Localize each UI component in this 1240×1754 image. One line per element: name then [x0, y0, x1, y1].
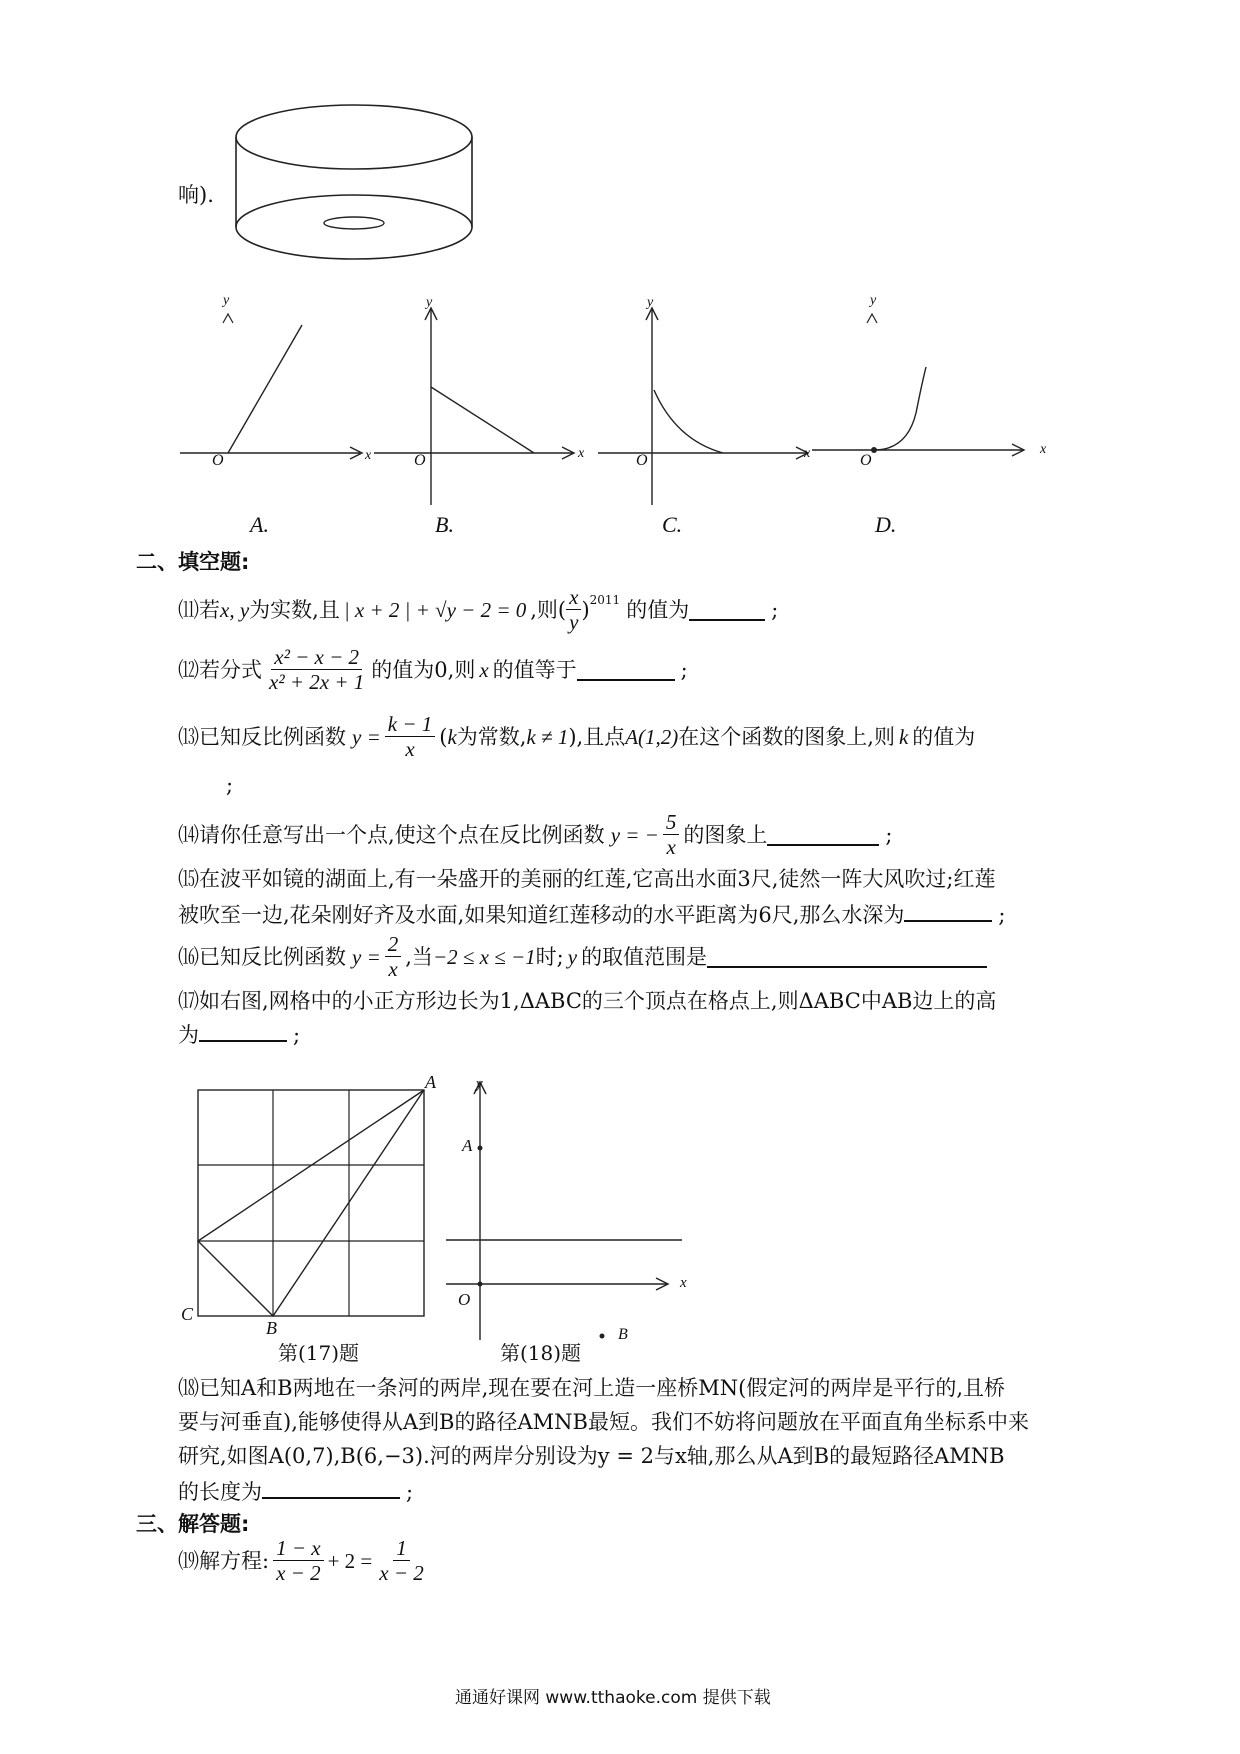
graph-c-x-label: x [804, 446, 811, 461]
q14-fraction: $\frac{5}{x}$ [663, 810, 680, 859]
q16-fraction: $\frac{2}{x}$ [385, 932, 402, 981]
q19-fraction-1: $\frac{1 - x}{x - 2}$ [273, 1536, 324, 1585]
q13-end: ; [226, 773, 234, 797]
question-18-line-2: 要与河垂直),能够使得从A到B的路径AMNB最短。我们不妨将问题放在平面直角坐标系中来 [178, 1410, 1029, 1434]
question-15-line-2: 被吹至一边,花朵刚好齐及水面,如果知道红莲移动的水平距离为6尺,那么水深为 ; [178, 900, 1005, 928]
fig18-caption: 第(18)题 [500, 1341, 582, 1365]
fig17-label-a: A [425, 1072, 436, 1092]
option-a-label: A. [250, 512, 269, 537]
fig18-label-a: A [462, 1136, 473, 1155]
graph-d [812, 295, 1032, 475]
fig18-y-label: y [476, 1076, 483, 1092]
fig17-label-b: B [266, 1318, 277, 1338]
q11-fraction: $\frac{x}{y}$ [566, 585, 581, 634]
graph-a-y-label: y [223, 293, 230, 308]
figure-18-axes [446, 1068, 706, 1348]
graph-c-origin: O [636, 452, 648, 469]
question-18-line-1: ⒅已知A和B两地在一条河的两岸,现在要在河上造一座桥MN(假定河的两岸是平行的,且桥 [178, 1376, 1006, 1400]
question-14: ⒁ 请你任意写出一个点,使这个点在反比例函数 y = − $\frac{5}{x}$ 的图象上 ; [178, 810, 893, 859]
graph-d-origin: O [860, 452, 872, 469]
question-18-line-3: 研究,如图A(0,7),B(6,−3).河的两岸分别设为y = 2与x轴,那么从A到B的最短路径AMNB [178, 1444, 1005, 1468]
fig17-label-c: C [181, 1304, 194, 1324]
graph-b [374, 300, 574, 510]
q19-fraction-2: $\frac{1}{x - 2}$ [379, 1536, 424, 1585]
question-17-line-1: ⒄如右图,网格中的小正方形边长为1,ΔABC的三个顶点在格点上,则ΔABC中AB边上的高 [178, 989, 997, 1013]
answer-blank-11[interactable] [689, 599, 765, 621]
graph-a [178, 295, 378, 475]
graph-c-y-label: y [647, 295, 654, 310]
fig18-origin: O [458, 1290, 471, 1309]
figure-17-grid [198, 1090, 438, 1330]
question-15-line-1: ⒂在波平如镜的湖面上,有一朵盛开的美丽的红莲,它高出水面3尺,徒然一阵大风吹过;红莲 [178, 867, 996, 891]
graph-a-x-label: x [365, 448, 372, 463]
option-b-label: B. [435, 512, 454, 537]
q12-fraction: $\frac{\text{x² − x − 2}}{\text{x² + 2x + 1}}$ [269, 645, 365, 694]
top-fragment: 响). [178, 183, 214, 207]
question-17-line-2: 为 ; [178, 1020, 300, 1048]
question-16: ⒃ 已知反比例函数 y = $\frac{2}{x}$ ,当 −2 ≤ x ≤ −1 时; y 的取值范围是 [178, 932, 987, 981]
q13-fraction: $\frac{k - 1}{x}$ [385, 712, 436, 761]
graph-b-origin: O [414, 452, 426, 469]
graph-d-x-label: x [1040, 442, 1047, 457]
graph-b-x-label: x [578, 446, 585, 461]
answer-blank-15[interactable] [904, 900, 992, 922]
question-13: ⒀ 已知反比例函数 y = $\frac{k - 1}{x}$ ( k 为常数, k ≠ 1 ),且点 A(1,2) 在这个函数的图象上,则 k 的值为 [178, 712, 976, 761]
cylinder-figure [236, 105, 476, 265]
option-c-label: C. [662, 512, 683, 537]
fig18-x-label: x [680, 1275, 687, 1291]
answer-blank-18[interactable] [262, 1477, 400, 1499]
graph-d-y-label: y [870, 293, 877, 308]
graph-a-origin: O [212, 452, 224, 469]
question-19: ⒆ 解方程: $\frac{1 - x}{x - 2}$ + 2 = $\frac{1}{x - 2}$ [178, 1536, 431, 1585]
answer-blank-14[interactable] [767, 824, 879, 846]
graph-b-y-label: y [426, 295, 433, 310]
question-11: ⑾ 若 x, y 为实数,且 | x + 2 | + √y − 2 = 0 ,则( $\frac{x}{y}$ ) $^{2011}$ 的值为 ; [178, 585, 779, 634]
fig17-caption: 第(17)题 [278, 1341, 360, 1365]
section-3-title: 三、解答题: [136, 1512, 250, 1536]
answer-blank-17[interactable] [199, 1020, 287, 1042]
graph-c [598, 300, 818, 510]
question-12: ⑿ 若分式 $\frac{\text{x² − x − 2}}{\text{x² + 2x + 1}}$ 的值为0,则 x 的值等于 ; [178, 645, 688, 694]
answer-blank-12[interactable] [577, 659, 675, 681]
section-2-title: 二、填空题: [136, 550, 250, 574]
fig18-label-b: B [618, 1326, 628, 1343]
question-18-line-4: 的长度为 ; [178, 1477, 413, 1505]
answer-blank-16[interactable] [707, 946, 987, 968]
option-d-label: D. [875, 512, 897, 537]
page-footer: 通通好课网 www.tthaoke.com 提供下载 [455, 1688, 771, 1708]
